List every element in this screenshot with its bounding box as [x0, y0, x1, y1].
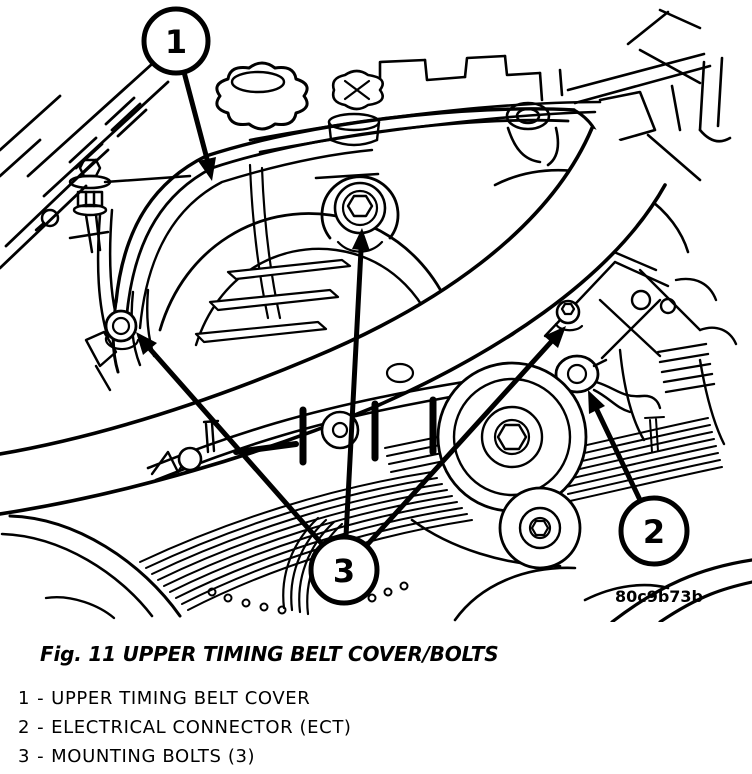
legend-item-3: [18, 742, 352, 771]
heater-hoses: [0, 64, 168, 268]
legend-item-2-label: ELECTRICAL CONNECTOR (ECT): [51, 717, 352, 738]
legend-separator: -: [37, 717, 45, 738]
legend-item-1-label: UPPER TIMING BELT COVER: [51, 688, 311, 709]
right-mounting-bolt: [556, 301, 582, 330]
callout-2-bubble: [621, 498, 687, 564]
valve-cover-top: [250, 10, 730, 180]
legend-item-2-number: 2: [18, 717, 31, 738]
callout-3-bubble: [311, 537, 377, 603]
callout-1-bubble: [144, 9, 208, 73]
callout-2-number: 2: [642, 513, 666, 551]
figure-legend: [18, 684, 352, 771]
callout-1-number: 1: [164, 23, 188, 61]
legend-separator: -: [37, 746, 45, 767]
oil-filler-cap: [217, 63, 307, 318]
legend-item-1: [18, 684, 352, 713]
legend-item-3-label: MOUNTING BOLTS (3): [51, 746, 256, 767]
callout-3-number: 3: [332, 552, 356, 590]
legend-item-1-number: 1: [18, 688, 31, 709]
legend-item-2: [18, 713, 352, 742]
legend-separator: -: [37, 688, 45, 709]
drawing-code: 80c9b73b: [614, 587, 703, 606]
lower-idler-pulley: [500, 488, 580, 568]
figure-caption: Fig. 11 UPPER TIMING BELT COVER/BOLTS: [40, 642, 499, 666]
legend-item-3-number: 3: [18, 746, 31, 767]
